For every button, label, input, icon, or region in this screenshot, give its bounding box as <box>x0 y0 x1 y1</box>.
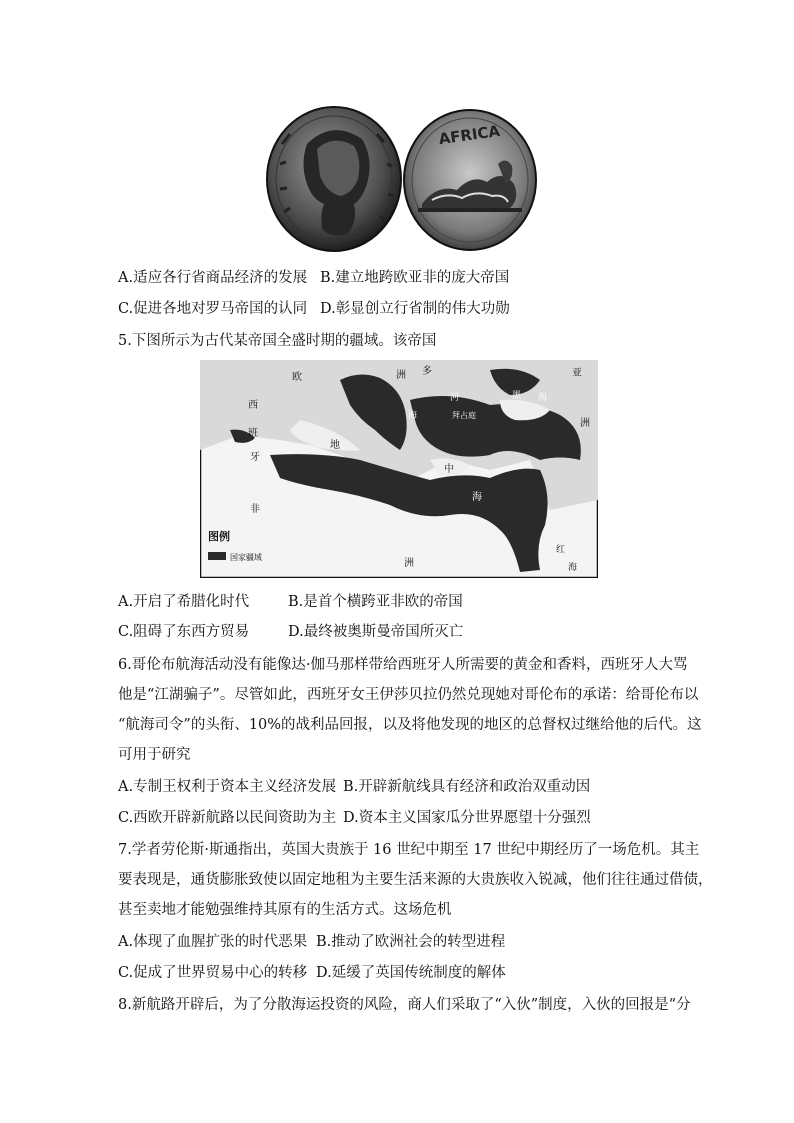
q6-line-2: 他是“江湖骗子”。尽管如此，西班牙女王伊莎贝拉仍然兑现她对哥伦布的承诺：给哥伦布以 <box>118 687 699 703</box>
q6-line-4: 可用于研究 <box>118 747 191 763</box>
map-label-ya: 牙 <box>250 452 260 463</box>
q7-line-2: 要表现是，通货膨胀致使以固定地租为主要生活来源的大贵族收入锐减，他们往往通过借债， <box>118 872 713 888</box>
q7-option-b[interactable]: B.推动了欧洲社会的转型进程 <box>316 934 506 950</box>
map-legend-item: 国家疆域 <box>230 553 262 562</box>
map-legend-swatch <box>208 552 226 560</box>
q6-option-b[interactable]: B.开辟新航线具有经济和政治双重动因 <box>343 779 591 795</box>
map-label-mediterranean-di: 地 <box>330 440 340 451</box>
map-label-africa-zhou: 洲 <box>404 558 414 569</box>
q6-option-c[interactable]: C.西欧开辟新航路以民间资助为主 <box>118 810 337 826</box>
roman-coins-figure <box>262 104 542 254</box>
q4-option-c[interactable]: C.促进各地对罗马帝国的认同 <box>118 301 308 317</box>
map-label-red-sea-hong: 红 <box>556 545 566 555</box>
q4-option-a[interactable]: A.适应各行省商品经济的发展 <box>118 270 308 286</box>
map-label-duo: 多 <box>422 366 432 377</box>
map-label-byzantium: 拜占庭 <box>452 411 476 420</box>
map-label-africa-fei: 非 <box>250 504 260 515</box>
q5-option-b[interactable]: B.是首个横跨亚非欧的帝国 <box>288 594 463 610</box>
coin-legend-africa: AFRICA <box>437 121 502 149</box>
q4-option-b[interactable]: B.建立地跨欧亚非的庞大帝国 <box>320 270 510 286</box>
map-label-black-sea-hai: 海 <box>538 393 548 403</box>
map-label-black-sea-hei: 黑 <box>512 391 522 401</box>
coin-emperor-portrait-icon <box>267 107 401 251</box>
q6-line-3: “航海司令”的头衔、10%的战利品回报，以及将他发现的地区的总督权过继给他的后代。这 <box>118 717 702 733</box>
q6-line-1: 6.哥伦布航海活动没有能像达·伽马那样带给西班牙人所需要的黄金和香料，西班牙人大骂 <box>118 657 688 673</box>
q5-option-d[interactable]: D.最终被奥斯曼帝国所灭亡 <box>288 624 464 640</box>
map-label-asia-ya: 亚 <box>572 368 582 379</box>
q5-option-c[interactable]: C.阻碍了东西方贸易 <box>118 624 250 640</box>
empire-territory-map <box>200 360 598 578</box>
q6-option-d[interactable]: D.资本主义国家瓜分世界愿望十分强烈 <box>343 810 591 826</box>
q5-stem: 5.下图所示为古代某帝国全盛时期的疆域。该帝国 <box>118 333 437 349</box>
q7-line-3: 甚至卖地才能勉强维持其原有的生活方式。这场危机 <box>118 902 452 918</box>
map-label-adriatic-hai: 海 <box>408 411 418 421</box>
map-label-danube: 河 <box>450 393 460 403</box>
q6-option-a[interactable]: A.专制王权利于资本主义经济发展 <box>118 779 337 795</box>
map-label-spain-xi: 西 <box>248 400 258 411</box>
map-label-asia-zhou: 洲 <box>580 418 590 429</box>
q7-option-c[interactable]: C.促成了世界贸易中心的转移 <box>118 965 308 981</box>
q7-option-d[interactable]: D.延缓了英国传统制度的解体 <box>316 965 506 981</box>
q7-line-1: 7.学者劳伦斯·斯通指出，英国大贵族于 16 世纪中期至 17 世纪中期经历了一场危机。其主 <box>118 842 700 858</box>
map-label-europe-zhou: 洲 <box>396 370 406 381</box>
q7-option-a[interactable]: A.体现了血腥扩张的时代恶果 <box>118 934 308 950</box>
map-legend-title: 图例 <box>208 530 230 543</box>
map-label-mediterranean-zhong: 中 <box>444 464 454 475</box>
map-label-europe-ou: 欧 <box>292 372 302 383</box>
coin-africa-personification-icon <box>404 110 536 250</box>
q5-option-a[interactable]: A.开启了希腊化时代 <box>118 594 250 610</box>
q4-option-d[interactable]: D.彰显创立行省制的伟大功勋 <box>320 301 510 317</box>
map-label-spain-ban: 班 <box>248 428 258 439</box>
map-label-mediterranean-hai: 海 <box>472 492 482 503</box>
map-label-red-sea-hai: 海 <box>568 563 578 573</box>
q8-line-1: 8.新航路开辟后，为了分散海运投资的风险，商人们采取了“入伙”制度，入伙的回报是“分 <box>118 997 691 1013</box>
